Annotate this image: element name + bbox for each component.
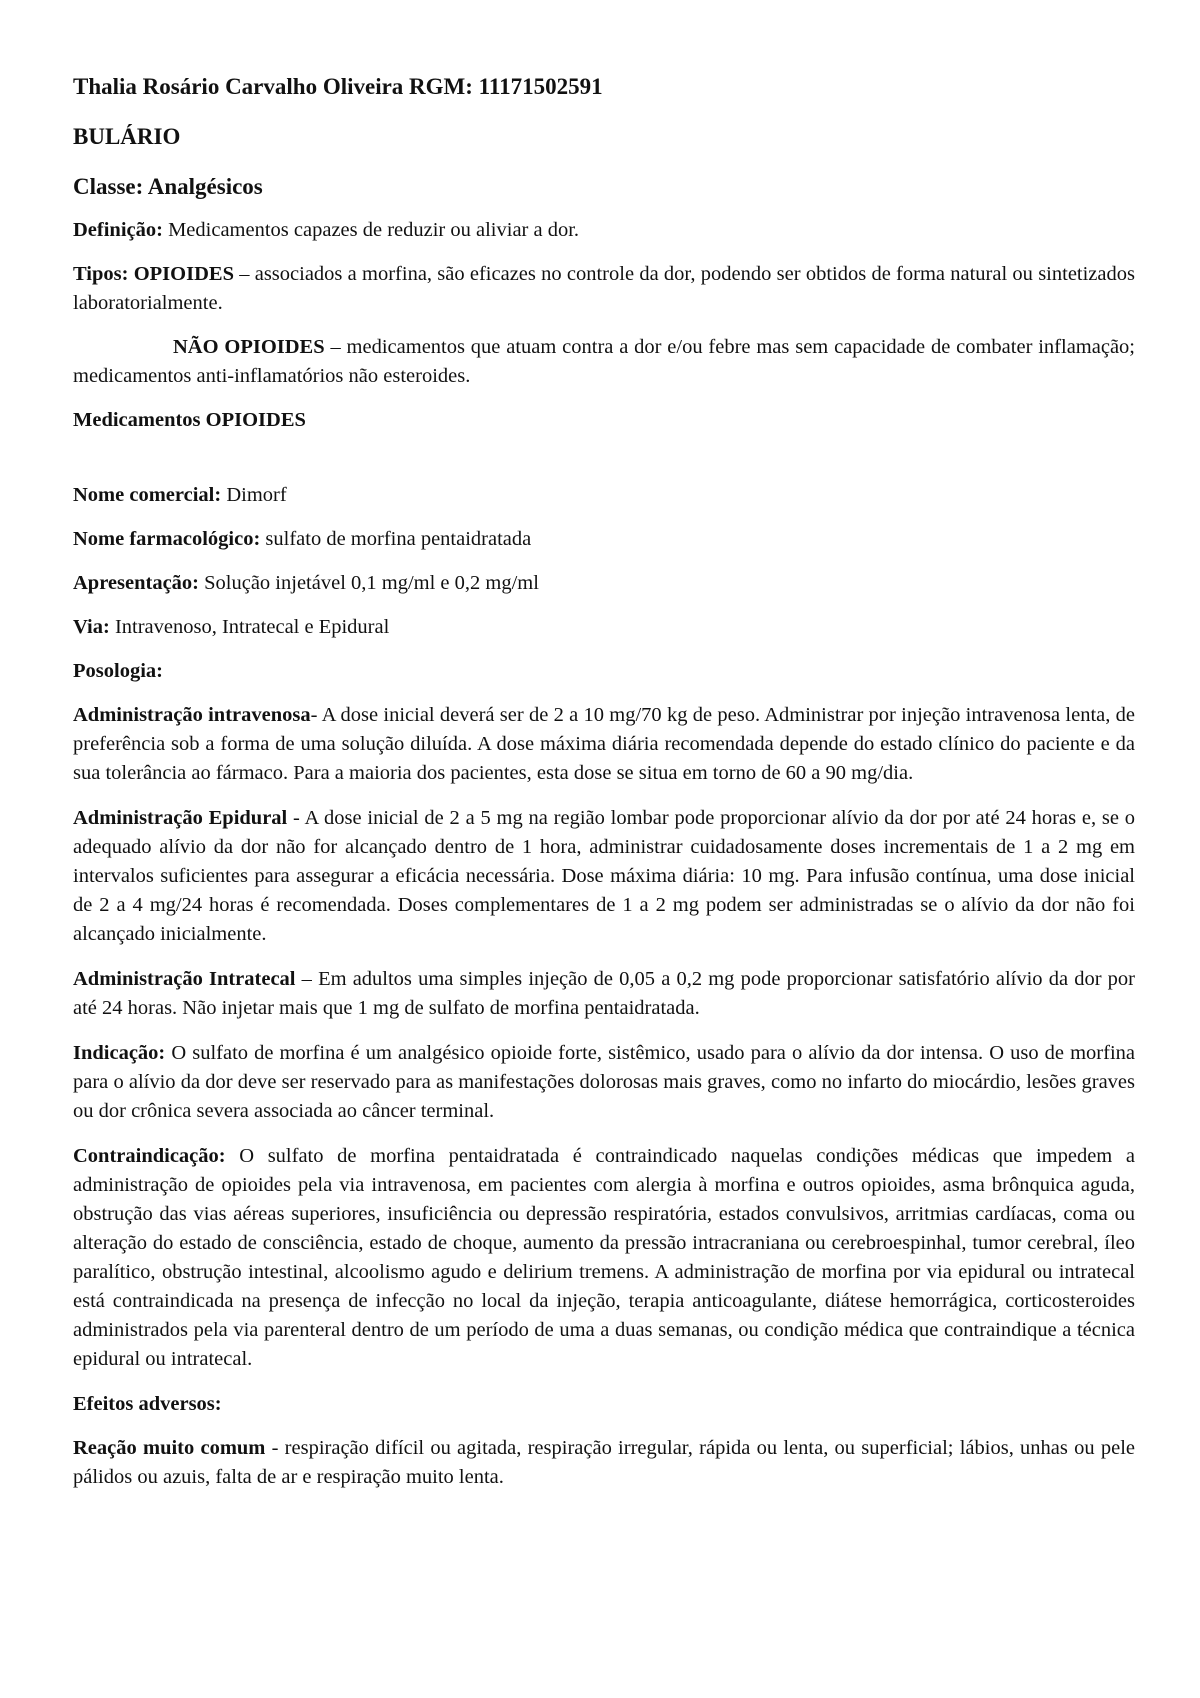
indication-label: Indicação: [73,1042,166,1064]
opioid-type-text: – associados a morfina, são eficazes no controle da dor, podendo ser obtidos de forma natural ou sintetizados laboratorialmente. [73,263,1135,314]
pharmacological-name-line [73,525,1135,554]
route-label: Via: [73,616,110,638]
trade-name-line [73,481,1135,510]
contraindication-paragraph [73,1142,1135,1374]
very-common-reaction-label: Reação muito comum [73,1437,266,1459]
section-heading-opioids: Medicamentos OPIOIDES [73,409,306,431]
student-header: Thalia Rosário Carvalho Oliveira RGM: 11171502591 [73,74,603,99]
dosage-heading: Posologia: [73,660,163,682]
indication-paragraph [73,1039,1135,1126]
definition-label: Definição: [73,219,163,241]
intravenous-text: - A dose inicial deverá ser de 2 a 10 mg/70 kg de peso. Administrar por injeção intravenosa lenta, de preferência sob a forma de uma solução diluída. A dose máxima diária recomendada depende do estado clínico do paciente e da sua tolerância ao fármaco. Para a maioria dos pacientes, esta dose se situa em torno de 60 a 90 mg/dia. [73,704,1135,784]
pharmacological-name-label: Nome farmacológico: [73,528,261,550]
intrathecal-label: Administração Intratecal [73,968,296,990]
types-opioid-paragraph [73,260,1135,318]
indication-text: O sulfato de morfina é um analgésico opioide forte, sistêmico, usado para o alívio da dor intensa. O uso de morfina para o alívio da dor deve ser reservado para as manifestações dolorosas mais graves, como no infarto do miocárdio, lesões graves ou dor crônica severa associada ao câncer terminal. [73,1042,1135,1122]
blank-line [73,435,1135,481]
epidural-label: Administração Epidural [73,807,288,829]
definition-paragraph [73,216,1135,245]
very-common-reaction-text: - respiração difícil ou agitada, respiração irregular, rápida ou lenta, ou superficial; lábios, unhas ou pele pálidos ou azuis, falta de ar e respiração muito lenta. [73,1437,1135,1488]
adverse-effects-heading: Efeitos adversos: [73,1393,222,1415]
definition-text: Medicamentos capazes de reduzir ou aliviar a dor. [162,219,580,241]
dosage-epidural-paragraph [73,804,1135,949]
contraindication-label: Contraindicação: [73,1145,226,1167]
route-value: Intravenoso, Intratecal e Epidural [109,616,390,638]
dosage-intrathecal-paragraph [73,965,1135,1023]
presentation-line [73,569,1135,598]
trade-name-label: Nome comercial: [73,484,222,506]
presentation-label: Apresentação: [73,572,200,594]
intrathecal-text: – Em adultos uma simples injeção de 0,05 a 0,2 mg pode proporcionar satisfatório alívio da dor por até 24 horas. Não injetar mais que 1 mg de sulfato de morfina pentaidratada. [73,968,1135,1019]
class-heading: Classe: Analgésicos [73,174,263,199]
route-line [73,613,1135,642]
epidural-text: - A dose inicial de 2 a 5 mg na região lombar pode proporcionar alívio da dor por até 24 horas e, se o adequado alívio da dor não for alcançado dentro de 1 hora, administrar cuidadosamente doses incrementais de 1 a 2 mg em intervalos suficientes para assegurar a eficácia necessária. Dose máxima diária: 10 mg. Para infusão contínua, uma dose inicial de 2 a 4 mg/24 horas é recomendada. Doses complementares de 1 a 2 mg podem ser administradas se o alívio da dor não foi alcançado inicialmente. [73,807,1135,945]
trade-name-value: Dimorf [221,484,287,506]
document-title: BULÁRIO [73,124,181,149]
types-label: Tipos: [73,263,134,285]
dosage-intravenous-paragraph [73,701,1135,788]
types-non-opioid-paragraph [73,333,1135,391]
pharmacological-name-value: sulfato de morfina pentaidratada [260,528,532,550]
non-opioid-type-label: NÃO OPIOIDES [173,336,325,358]
non-opioid-type-text: – medicamentos que atuam contra a dor e/ou febre mas sem capacidade de combater inflamação; medicamentos anti-inflamatórios não esteroides. [73,336,1135,387]
intravenous-label: Administração intravenosa [73,704,311,726]
opioid-type-label: OPIOIDES [133,263,234,285]
presentation-value: Solução injetável 0,1 mg/ml e 0,2 mg/ml [199,572,539,594]
contraindication-text: O sulfato de morfina pentaidratada é contraindicado naquelas condições médicas que impedem a administração de opioides pela via intravenosa, em pacientes com alergia à morfina e outros opioides, asma brônquica aguda, obstrução das vias aéreas superiores, insuficiência ou depressão respiratória, estados convulsivos, arritmias cardíacas, coma ou alteração do estado de consciência, estado de choque, aumento da pressão intracraniana ou cerebroespinhal, tumor cerebral, íleo paralítico, obstrução intestinal, alcoolismo agudo e delirium tremens. A administração de morfina por via epidural ou intratecal está contraindicada na presença de infecção no local da injeção, terapia anticoagulante, diátese hemorrágica, corticosteroides administrados pela via parenteral dentro de um período de uma a duas semanas, ou condição médica que contraindique a técnica epidural ou intratecal. [73,1145,1135,1370]
very-common-reaction-paragraph [73,1434,1135,1492]
